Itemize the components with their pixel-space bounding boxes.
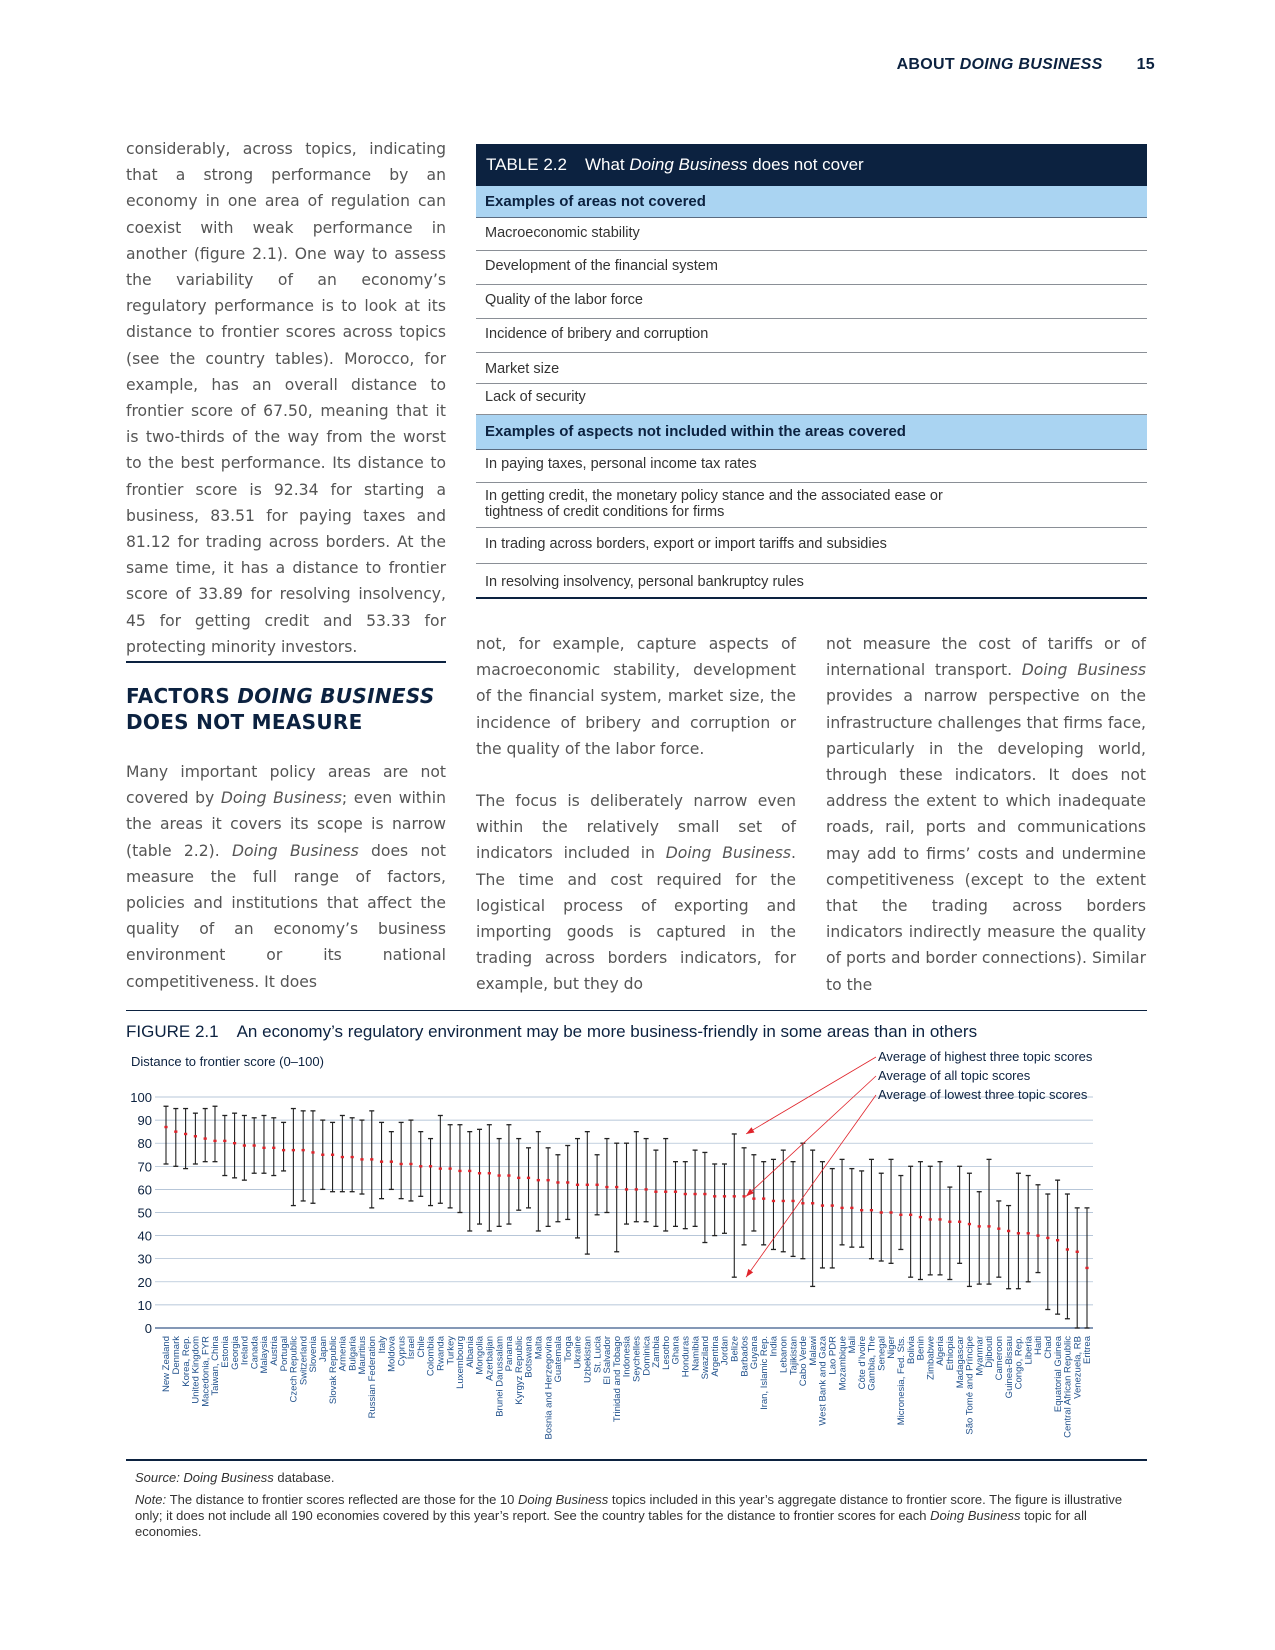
x-tick-label: Georgia (229, 1336, 241, 1370)
x-tick-label: Azerbaijan (484, 1336, 496, 1381)
average-marker (566, 1181, 569, 1183)
column-1-top (126, 136, 446, 660)
x-tick-label: Luxembourg (455, 1336, 467, 1389)
x-tick-label: Ethiopia (945, 1336, 957, 1371)
y-tick-label: 100 (130, 1090, 152, 1105)
x-tick-label: Myanmar (974, 1336, 986, 1376)
table-row: In paying taxes, personal income tax rates (476, 450, 1147, 483)
x-tick-label: Portugal (278, 1336, 290, 1372)
average-marker (733, 1195, 736, 1197)
average-marker (1056, 1239, 1059, 1241)
x-tick-label: Slovak Republic (327, 1336, 339, 1405)
x-tick-label: Lao PDR (827, 1336, 839, 1375)
average-marker (880, 1211, 883, 1213)
average-marker (458, 1170, 461, 1172)
x-tick-label: Seychelles (631, 1336, 643, 1382)
table-row: Macroeconomic stability (476, 218, 1147, 251)
x-tick-label: Estonia (219, 1336, 231, 1368)
y-tick-label: 0 (144, 1321, 152, 1336)
x-tick-label: Swaziland (700, 1336, 712, 1380)
average-marker (693, 1193, 696, 1195)
column-2 (476, 631, 796, 998)
table-section-header: Examples of aspects not included within the areas covered (476, 415, 1147, 450)
x-tick-label: St. Lucia (592, 1336, 604, 1373)
figure-top-rule (126, 1010, 1147, 1011)
average-marker (948, 1221, 951, 1223)
average-marker (791, 1200, 794, 1202)
average-marker (586, 1184, 589, 1186)
x-tick-label: Venezuela, RB (1072, 1336, 1084, 1399)
x-tick-label: Lesotho (660, 1336, 672, 1370)
x-tick-label: Albania (464, 1336, 476, 1368)
average-marker (713, 1195, 716, 1197)
average-marker (723, 1195, 726, 1197)
x-tick-label: Zambia (651, 1336, 663, 1368)
average-marker (831, 1204, 834, 1206)
x-tick-label: Mongolia (474, 1336, 486, 1375)
average-marker (576, 1184, 579, 1186)
table-caption: TABLE 2.2 What Doing Business does not cover (476, 144, 1147, 186)
y-tick-label: 60 (137, 1182, 152, 1198)
average-marker (674, 1191, 677, 1193)
x-tick-label: Malaysia (259, 1336, 271, 1374)
x-tick-label: Guinea-Bissau (1003, 1336, 1015, 1399)
y-tick-label: 90 (137, 1113, 152, 1129)
average-marker (400, 1163, 403, 1165)
table-row: In getting credit, the monetary policy stance and the associated ease or tightness of credit conditions for firms (476, 483, 1147, 528)
average-marker (1076, 1251, 1079, 1253)
average-marker (889, 1211, 892, 1213)
average-marker (419, 1165, 422, 1167)
average-marker (1017, 1232, 1020, 1234)
x-tick-label: Mali (847, 1336, 859, 1354)
average-marker (978, 1225, 981, 1227)
x-tick-label: Israel (406, 1336, 418, 1360)
average-marker (302, 1149, 305, 1151)
x-tick-label: Eritrea (1082, 1336, 1094, 1364)
average-marker (380, 1160, 383, 1162)
paragraph-scope: not, for example, capture aspects of macroeconomic stability, development of the financial system, market size, the incidence of bribery and corruption or the quality of the labor force. (476, 635, 796, 758)
x-tick-label: Bulgaria (347, 1336, 359, 1371)
average-marker (351, 1156, 354, 1158)
annotation-arrowhead (746, 1127, 754, 1134)
annotation-arrowhead (746, 1269, 753, 1277)
average-marker (321, 1154, 324, 1156)
x-tick-label: Côte d’Ivoire (856, 1336, 868, 1390)
figure-bottom-rule (126, 1459, 1147, 1461)
x-tick-label: Colombia (425, 1336, 437, 1377)
y-tick-label: 50 (137, 1205, 152, 1221)
x-tick-label: Korea, Rep. (180, 1336, 192, 1387)
average-marker (282, 1149, 285, 1151)
x-tick-label: United Kingdom (190, 1336, 202, 1404)
x-tick-label: Armenia (337, 1336, 349, 1372)
x-tick-label: Zimbabwe (925, 1336, 937, 1380)
header-title: ABOUT DOING BUSINESS (896, 56, 1103, 73)
average-marker (762, 1197, 765, 1199)
y-tick-label: 40 (137, 1228, 152, 1244)
x-tick-label: Namibia (690, 1336, 702, 1371)
y-tick-label: 70 (137, 1159, 152, 1175)
average-marker (968, 1223, 971, 1225)
x-tick-label: Denmark (170, 1336, 182, 1375)
average-marker (174, 1130, 177, 1132)
average-marker (635, 1188, 638, 1190)
x-tick-label: Switzerland (298, 1336, 310, 1386)
table-row: Incidence of bribery and corruption (476, 319, 1147, 353)
x-tick-label: Canada (249, 1336, 261, 1370)
average-marker (742, 1195, 745, 1197)
average-marker (615, 1186, 618, 1188)
x-tick-label: Algeria (935, 1336, 947, 1366)
average-marker (262, 1147, 265, 1149)
x-tick-label: Gambia, The (866, 1336, 878, 1391)
average-marker (1046, 1237, 1049, 1239)
x-tick-label: Central African Republic (1062, 1336, 1074, 1438)
average-marker (801, 1202, 804, 1204)
average-marker (537, 1179, 540, 1181)
average-marker (664, 1191, 667, 1193)
x-tick-label: Madagascar (954, 1336, 966, 1389)
x-tick-label: Botswana (523, 1336, 535, 1378)
x-tick-label: Turkey (445, 1336, 457, 1365)
average-marker (478, 1172, 481, 1174)
average-marker (507, 1174, 510, 1176)
x-tick-label: Chad (1043, 1336, 1055, 1359)
x-tick-label: Ireland (239, 1336, 251, 1366)
average-marker (899, 1214, 902, 1216)
average-marker (919, 1216, 922, 1218)
x-tick-label: Austria (268, 1336, 280, 1366)
x-tick-label: Barbados (739, 1336, 751, 1377)
average-marker (272, 1147, 275, 1149)
x-tick-label: India (768, 1336, 780, 1357)
average-marker (821, 1204, 824, 1206)
average-marker (331, 1154, 334, 1156)
average-marker (233, 1142, 236, 1144)
x-tick-label: São Tomé and Príncipe (964, 1336, 976, 1435)
average-marker (840, 1207, 843, 1209)
average-marker (654, 1191, 657, 1193)
column-3 (826, 631, 1146, 998)
column-1-bottom (126, 759, 446, 995)
running-header (897, 56, 1155, 74)
y-tick-label: 30 (137, 1251, 152, 1267)
x-tick-label: Niger (886, 1336, 898, 1359)
average-marker (213, 1140, 216, 1142)
x-tick-label: Haiti (1033, 1336, 1045, 1356)
x-tick-label: Jordan (719, 1336, 731, 1366)
x-tick-label: Taiwan, China (210, 1336, 222, 1396)
average-marker (390, 1160, 393, 1162)
x-tick-label: Malawi (807, 1336, 819, 1366)
table-row: In trading across borders, export or import tariffs and subsidies (476, 528, 1147, 564)
average-marker (929, 1218, 932, 1220)
x-tick-label: Senegal (876, 1336, 888, 1371)
average-marker (909, 1214, 912, 1216)
x-tick-label: Mauritius (357, 1336, 369, 1375)
x-tick-label: Cameroon (994, 1336, 1006, 1381)
table-section-header: Examples of areas not covered (476, 186, 1147, 218)
average-marker (870, 1209, 873, 1211)
figure-source: Source: Doing Business database. (135, 1470, 335, 1485)
y-tick-label: 20 (137, 1274, 152, 1290)
average-marker (184, 1133, 187, 1135)
x-tick-label: Rwanda (435, 1336, 447, 1371)
x-tick-label: Tonga (562, 1336, 574, 1362)
table-row: Quality of the labor force (476, 285, 1147, 319)
x-tick-label: Argentina (709, 1336, 721, 1377)
annotation-label: Average of lowest three topic scores (878, 1087, 1088, 1102)
x-tick-label: Kyrgyz Republic (513, 1336, 525, 1405)
average-marker (341, 1156, 344, 1158)
table-row: In resolving insolvency, personal bankruptcy rules (476, 564, 1147, 599)
paragraph-morocco: considerably, across topics, indicating that a strong performance by an economy in one area of regulation can coexist with weak performance in another (figure 2.1). One way to assess the variability of an economy’s regulatory performance is to look at its distance to frontier scores across topics (see the country tables). Morocco, for example, has an overall distance to frontier score of 67.50, meaning that it is two-thirds of the way from the worst to the best performance. Its distance to frontier score is 92.34 for starting a business, 83.51 for paying taxes and 81.12 for trading across borders. At the same time, it has a distance to frontier score of 33.89 for resolving insolvency, 45 for getting credit and 53.33 for protecting minority investors. (126, 140, 446, 656)
average-marker (625, 1188, 628, 1190)
average-marker (292, 1149, 295, 1151)
x-tick-label: Chile (415, 1336, 427, 1358)
x-tick-label: Cyprus (396, 1336, 408, 1367)
average-marker (429, 1165, 432, 1167)
x-tick-label: New Zealand (161, 1336, 173, 1392)
x-tick-label: Macedonia, FYR (200, 1336, 212, 1407)
figure-caption: FIGURE 2.1 An economy’s regulatory environment may be more business-friendly in some areas than in others (126, 1022, 978, 1041)
x-tick-label: Mozambique (837, 1336, 849, 1391)
x-tick-label: Japan (317, 1336, 329, 1362)
average-marker (1007, 1230, 1010, 1232)
average-marker (1027, 1232, 1030, 1234)
average-marker (938, 1218, 941, 1220)
paragraph-infrastructure: not measure the cost of tariffs or of international transport. Doing Business provides a narrow perspective on the infrastructure challenges that firms face, particularly in the developing world, through these indicators. It does not address the extent to which inadequate roads, rail, ports and communications may add to firms’ costs and undermine competitiveness (except to the extent that the trading across borders indicators indirectly measure the quality of ports and border connections). Similar to the (826, 635, 1146, 994)
x-tick-label: Indonesia (621, 1336, 633, 1378)
average-marker (370, 1158, 373, 1160)
x-tick-label: Panama (504, 1336, 516, 1372)
x-tick-label: Tajikistan (788, 1336, 800, 1376)
table-row: Development of the financial system (476, 251, 1147, 285)
x-tick-label: Brunei Darussalam (494, 1336, 506, 1417)
average-marker (409, 1163, 412, 1165)
table-row: Market size (476, 353, 1147, 384)
average-marker (498, 1174, 501, 1176)
x-tick-label: Trinidad and Tobago (611, 1336, 623, 1423)
average-marker (204, 1137, 207, 1139)
x-tick-label: Uzbekistan (582, 1336, 594, 1383)
y-axis-label: Distance to frontier score (0–100) (131, 1054, 324, 1069)
annotation-label: Average of highest three topic scores (878, 1049, 1093, 1064)
average-marker (468, 1170, 471, 1172)
average-marker (1085, 1267, 1088, 1269)
x-tick-label: Czech Republic (288, 1336, 300, 1403)
x-tick-label: Honduras (680, 1336, 692, 1378)
average-marker (556, 1181, 559, 1183)
x-tick-label: Equatorial Guinea (1052, 1336, 1064, 1413)
x-tick-label: Russian Federation (366, 1336, 378, 1419)
average-marker (596, 1184, 599, 1186)
x-tick-label: Iran, Islamic Rep. (758, 1336, 770, 1410)
x-tick-label: Italy (376, 1336, 388, 1354)
x-tick-label: Micronesia, Fed. Sts. (896, 1336, 908, 1426)
x-tick-label: Malta (533, 1336, 545, 1360)
paragraph-focus: The focus is deliberately narrow even within the relatively small set of indicators included in Doing Business. The time and cost required for the logistical process of exporting and importing goods is captured in the trading across borders indicators, for example, but they do (476, 792, 796, 994)
x-tick-label: Djibouti (984, 1336, 996, 1368)
annotation-leader (746, 1095, 876, 1277)
x-tick-label: Slovenia (308, 1336, 320, 1373)
x-tick-label: El Salvador (602, 1336, 614, 1385)
annotation-leader (746, 1057, 876, 1134)
average-marker (987, 1225, 990, 1227)
average-marker (811, 1202, 814, 1204)
average-marker (772, 1200, 775, 1202)
annotation-arrowhead (746, 1189, 754, 1197)
average-marker (311, 1151, 314, 1153)
average-marker (439, 1167, 442, 1169)
x-tick-label: Guyana (749, 1336, 761, 1370)
x-tick-label: Dominica (641, 1336, 653, 1376)
x-tick-label: Moldova (386, 1336, 398, 1372)
x-tick-label: Cabo Verde (798, 1336, 810, 1387)
figure-note: Note: The distance to frontier scores reflected are those for the 10 Doing Business topics included in this year’s aggregate distance to frontier score. The figure is illustrative only; it does not include all 190 economies covered by this year’s report. See the country tables for the distance to frontier scores for each Doing Business topic for all economies. (135, 1492, 1123, 1539)
average-marker (752, 1197, 755, 1199)
paragraph-policy-areas: Many important policy areas are not covered by Doing Business; even within the areas it covers its scope is narrow (table 2.2). Doing Business does not measure the full range of factors, policies and institutions that affect the quality of an economy’s business environment or its national competitiveness. It does (126, 763, 446, 991)
y-tick-label: 10 (137, 1297, 152, 1313)
average-marker (527, 1177, 530, 1179)
average-marker (164, 1126, 167, 1128)
x-tick-label: Benin (915, 1336, 927, 1361)
average-marker (449, 1167, 452, 1169)
average-marker (547, 1179, 550, 1181)
average-marker (488, 1172, 491, 1174)
average-marker (684, 1193, 687, 1195)
x-tick-label: Congo, Rep. (1013, 1336, 1025, 1390)
average-marker (703, 1193, 706, 1195)
x-tick-label: Belize (729, 1336, 741, 1362)
average-marker (517, 1177, 520, 1179)
x-tick-label: Ghana (670, 1336, 682, 1365)
page-number: 15 (1136, 56, 1155, 73)
average-marker (1036, 1234, 1039, 1236)
average-marker (360, 1158, 363, 1160)
average-marker (194, 1135, 197, 1137)
annotation-label: Average of all topic scores (878, 1068, 1031, 1083)
average-marker (605, 1186, 608, 1188)
x-tick-label: Lebanon (778, 1336, 790, 1373)
table-2-2 (476, 144, 1147, 599)
x-tick-label: Bolivia (905, 1336, 917, 1364)
x-tick-label: Guatemala (553, 1336, 565, 1383)
average-marker (850, 1207, 853, 1209)
y-tick-label: 80 (137, 1136, 152, 1152)
table-row: Lack of security (476, 384, 1147, 415)
average-marker (243, 1144, 246, 1146)
average-marker (223, 1140, 226, 1142)
average-marker (958, 1221, 961, 1223)
average-marker (782, 1200, 785, 1202)
x-tick-label: West Bank and Gaza (817, 1336, 829, 1426)
average-marker (644, 1188, 647, 1190)
average-marker (860, 1209, 863, 1211)
annotation-leader (746, 1076, 876, 1196)
x-tick-label: Liberia (1023, 1336, 1035, 1365)
x-tick-label: Ukraine (572, 1336, 584, 1369)
average-marker (1066, 1248, 1069, 1250)
x-tick-label: Bosnia and Herzegovina (543, 1336, 555, 1440)
average-marker (253, 1144, 256, 1146)
average-marker (997, 1227, 1000, 1229)
section-rule (126, 661, 446, 663)
section-heading: FACTORS DOING BUSINESS DOES NOT MEASURE (126, 684, 435, 734)
